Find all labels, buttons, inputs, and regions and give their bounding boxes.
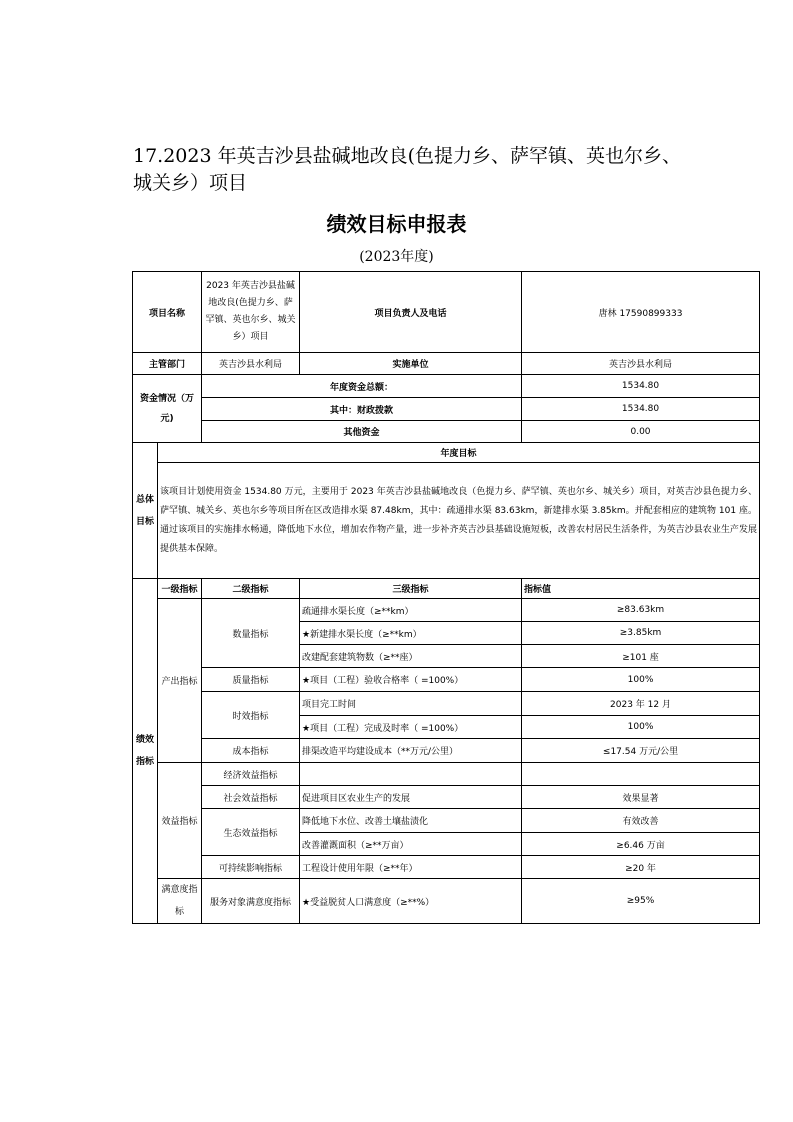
indicator-row: 降低地下水位、改善土壤盐渍化	[300, 809, 522, 833]
level2-quantity: 数量指标	[202, 599, 300, 668]
level2-economic: 经济效益指标	[202, 763, 300, 786]
indicator-row: ★受益脱贫人口满意度（≥**%）	[300, 879, 522, 924]
indicator-value: ≥20 年	[522, 856, 760, 879]
fund-total-label: 年度资金总额：	[202, 375, 522, 398]
indicator-value: ≥95%	[522, 879, 760, 924]
indicator-value: 100%	[522, 668, 760, 692]
level2-sustainable: 可持续影响指标	[202, 856, 300, 879]
project-name-label: 项目名称	[133, 272, 202, 353]
level2-social: 社会效益指标	[202, 786, 300, 809]
indicator-row: 排渠改造平均建设成本（**万元/公里）	[300, 739, 522, 763]
indicator-value: 2023 年 12 月	[522, 692, 760, 716]
indicators-label: 绩效指标	[133, 579, 158, 924]
fund-fiscal-label: 其中：财政拨款	[202, 398, 522, 421]
indicator-row: 项目完工时间	[300, 692, 522, 716]
overall-goal-label: 总体目标	[133, 443, 158, 579]
level2-cost: 成本指标	[202, 739, 300, 763]
level2-ecological: 生态效益指标	[202, 809, 300, 856]
indicator-value: 效果显著	[522, 786, 760, 809]
indicator-row: 改建配套建筑物数（≥**座）	[300, 645, 522, 668]
level1-output: 产出指标	[158, 599, 202, 763]
indicator-row: ★新建排水渠长度（≥**km）	[300, 622, 522, 645]
annual-goal-text: 该项目计划使用资金 1534.80 万元，主要用于 2023 年英吉沙县盐碱地改良（色提力乡、萨罕镇、英也尔乡、城关乡）项目，对英吉沙县色提力乡、萨罕镇、城关乡、英也尔乡等项目所在区改造排水渠 87.48km，其中：疏通排水渠 83.63km，新建排水渠 3.85km。并配套相应的建筑物 101 座。通过该项目的实施排水畅通，降低地下水位，增加农作物产量，进一步补齐英吉沙县基础设施短板，改善农村居民生活条件，为英吉沙县农业生产发展提供基本保障。	[158, 463, 760, 579]
indicator-value: ≥3.85km	[522, 622, 760, 645]
indicator-value: ≥83.63km	[522, 599, 760, 622]
header-level2: 二级指标	[202, 579, 300, 599]
page-heading: 17.2023 年英吉沙县盐碱地改良(色提力乡、萨罕镇、英也尔乡、城关乡）项目	[133, 145, 682, 194]
header-level3: 三级指标	[300, 579, 522, 599]
fund-fiscal-value: 1534.80	[522, 398, 760, 421]
indicator-row: ★项目（工程）验收合格率（ =100%）	[300, 668, 522, 692]
level1-satisfaction: 满意度指标	[158, 879, 202, 924]
owner-value: 唐林 17590899333	[522, 272, 760, 353]
indicator-row: ★项目（工程）完成及时率（ =100%）	[300, 716, 522, 739]
indicator-value: ≤17.54 万元/公里	[522, 739, 760, 763]
level2-timeliness: 时效指标	[202, 692, 300, 739]
fund-label: 资金情况（万元)	[133, 375, 202, 443]
indicator-value: 100%	[522, 716, 760, 739]
indicator-row	[300, 763, 522, 786]
annual-goal-header: 年度目标	[158, 443, 760, 463]
indicator-row: 改善灌溉面积（≥**万亩）	[300, 833, 522, 856]
unit-label: 实施单位	[300, 353, 522, 375]
indicator-value: ≥6.46 万亩	[522, 833, 760, 856]
performance-goal-table	[132, 271, 760, 924]
level1-benefit: 效益指标	[158, 763, 202, 879]
level2-service-satisfaction: 服务对象满意度指标	[202, 879, 300, 924]
project-name-value: 2023 年英吉沙县盐碱地改良(色提力乡、萨罕镇、英也尔乡、城关乡）项目	[202, 272, 300, 353]
unit-value: 英吉沙县水利局	[522, 353, 760, 375]
owner-label: 项目负责人及电话	[300, 272, 522, 353]
level2-quality: 质量指标	[202, 668, 300, 692]
header-level1: 一级指标	[158, 579, 202, 599]
fund-total-value: 1534.80	[522, 375, 760, 398]
indicator-value: 有效改善	[522, 809, 760, 833]
indicator-value	[522, 763, 760, 786]
indicator-row: 疏通排水渠长度（≥**km）	[300, 599, 522, 622]
form-title: 绩效目标申报表	[326, 212, 467, 236]
header-value: 指标值	[522, 579, 760, 599]
indicator-row: 促进项目区农业生产的发展	[300, 786, 522, 809]
dept-label: 主管部门	[133, 353, 202, 375]
indicator-row: 工程设计使用年限（≥**年）	[300, 856, 522, 879]
form-year: (2023年度)	[359, 249, 434, 265]
indicator-value: ≥101 座	[522, 645, 760, 668]
dept-value: 英吉沙县水利局	[202, 353, 300, 375]
fund-other-value: 0.00	[522, 421, 760, 443]
fund-other-label: 其他资金	[202, 421, 522, 443]
